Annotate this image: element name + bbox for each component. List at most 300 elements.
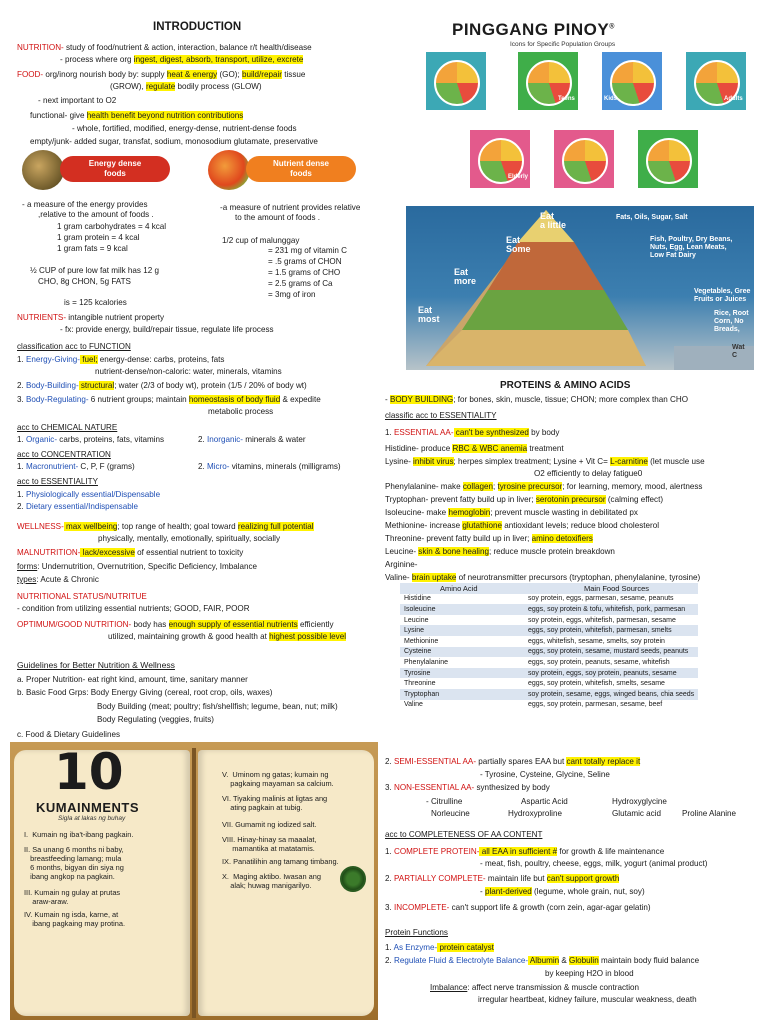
plate-card-5: [470, 130, 530, 188]
food-definition: [17, 70, 305, 80]
enzyme-label: As Enzyme-: [393, 943, 438, 952]
kumainment-6: VI. Tiyaking malinis at ligtas ang ating pagkain at tubig.: [222, 794, 328, 812]
energy-giving-text: energy-dense: carbs, proteins, fats: [97, 355, 225, 364]
table-row: [400, 689, 698, 700]
enzyme-number: 1.: [385, 943, 394, 952]
aa-text: ; herpes simplex treatment; Lysine + Vit C=: [453, 457, 611, 466]
pinggang-title: [452, 20, 615, 40]
inorganic-text: minerals & water: [243, 435, 306, 444]
malunggay-title: 1/2 cup of malunggay: [222, 236, 300, 245]
nutrient-food-photo: [208, 150, 250, 190]
pyramid-eat-some: Eat Some: [506, 235, 531, 254]
aa-phenylalanine: [385, 482, 702, 492]
amino-cell: Valine: [400, 700, 524, 711]
guideline-b3: Body Regulating (veggies, fruits): [97, 715, 214, 724]
ne-aspartic: Aspartic Acid: [521, 797, 568, 806]
aa-text: ; for learning, memory, mood, alertness: [562, 482, 703, 491]
sources-cell: eggs, whitefish, sesame, smelts, soy protein: [524, 636, 698, 647]
imbalance-line2: irregular heartbeat, kidney failure, muscular weakness, death: [478, 995, 697, 1004]
valine-text: Valine-: [385, 573, 412, 582]
aa-histidine: [385, 444, 564, 454]
food-glow-text: bodily process (GLOW): [175, 82, 262, 91]
seal-icon: [340, 866, 366, 892]
function-enzyme: [385, 943, 494, 953]
essentiality-heading: acc to ESSENTIALITY: [17, 477, 98, 486]
macro-number: 1.: [17, 462, 26, 471]
body-building-number: 2.: [17, 381, 26, 390]
table-row: [400, 604, 698, 615]
aa-text: ; reduce muscle protein breakdown: [488, 547, 615, 556]
complete-text: for growth & life maintenance: [557, 847, 665, 856]
plate-card-4: [686, 52, 746, 110]
semi-label: SEMI-ESSENTIAL AA-: [394, 757, 477, 766]
semi-essential-aa: [385, 757, 640, 767]
aa-text: treatment: [527, 444, 564, 453]
food-text-e: tissue: [282, 70, 306, 79]
kumainment-10: X. Maging aktibo. Iwasan ang alak; huwag manigarilyo.: [222, 872, 322, 890]
registered-mark: ®: [609, 23, 615, 31]
malnutrition-highlight: lack/excessive: [80, 548, 135, 557]
amino-cell: Histidine: [400, 594, 524, 605]
pyramid-eat-little: Eat a little: [540, 211, 567, 230]
aa-lysine-line2: O2 efficiently to delay fatigue0: [534, 469, 643, 478]
organic-text: carbs, proteins, fats, vitamins: [57, 435, 165, 444]
aa-valine: [385, 573, 700, 583]
nutrition-text: study of food/nutrient & action, interaction, balance r/t health/disease: [63, 43, 312, 52]
organic-number: 1.: [17, 435, 26, 444]
body-regulating-label: Body-Regulating-: [26, 395, 89, 404]
concentration-heading: acc to CONCENTRATION: [17, 450, 111, 459]
energy-milk-2: CHO, 8g CHON, 5g FATS: [38, 277, 131, 286]
nutrition-process: [60, 55, 303, 65]
wellness-label: WELLNESS-: [17, 522, 64, 531]
protein-functions-heading: Protein Functions: [385, 928, 448, 937]
sources-cell: eggs, soy protein, peanuts, sesame, whitefish: [524, 657, 698, 668]
food-highlight-build: build/repair: [241, 70, 282, 79]
aa-text: antioxidant levels; reduce blood cholesterol: [502, 521, 660, 530]
organic-label: Organic-: [26, 435, 58, 444]
table-row: [400, 636, 698, 647]
aa-text: ;: [493, 482, 498, 491]
sources-cell: eggs, soy protein & tofu, whitefish, pork, parmesan: [524, 604, 698, 615]
ne-glutamic: Glutamic acid: [612, 809, 662, 818]
guideline-b: b. Basic Food Grps: Body Energy Giving (cereal, root crop, oils, waxes): [17, 688, 273, 697]
energy-carbs: 1 gram carbohydrates = 4 kcal: [57, 222, 167, 231]
table-row: [400, 668, 698, 679]
inorganic-item: [198, 435, 306, 445]
plate-icon: [562, 138, 608, 184]
sources-cell: eggs, soy protein, sesame, mustard seeds, peanuts: [524, 647, 698, 658]
complete-highlight: all EAA in sufficient #: [479, 847, 558, 856]
empty-junk-foods: empty/junk- added sugar, transfat, sodium, monosodium glutamate, preservative: [30, 137, 318, 146]
body-building-label: Body-Building-: [26, 381, 79, 390]
amino-cell: Lysine: [400, 625, 524, 636]
aa-text: Methionine- increase: [385, 521, 463, 530]
kumainment-3: III. Kumain ng gulay at prutas araw-araw.: [24, 888, 121, 906]
kumainments-subtitle: Sigla at lakas ng buhay: [58, 815, 126, 822]
fluid-number: 2.: [385, 956, 394, 965]
partial-dash: -: [480, 887, 485, 896]
fluid-and: &: [559, 956, 570, 965]
macro-label: Macronutrient-: [26, 462, 79, 471]
ne-citrulline: - Citrulline: [426, 797, 463, 806]
table-header-amino: Amino Acid: [400, 583, 524, 594]
sources-cell: eggs, soy protein, whitefish, parmesan, smelts: [524, 625, 698, 636]
types-label: types: [17, 575, 37, 584]
pinggang-pinoy-infographic: [406, 18, 754, 370]
nutrient-banner-line1: Nutrient dense: [272, 159, 329, 168]
ne-hydroxyproline: Hydroxyproline: [508, 809, 562, 818]
complete-number: 1.: [385, 847, 394, 856]
partial-text: maintain life but: [485, 874, 547, 883]
chem-nature-heading: acc to CHEMICAL NATURE: [17, 423, 118, 432]
energy-milk-kcal: is = 125 kcalories: [64, 298, 127, 307]
proteins-body-building-text: ; for bones, skin, muscle, tissue; CHON; more complex than CHO: [453, 395, 689, 404]
aa-highlight: collagen: [462, 482, 493, 491]
energy-protein: 1 gram protein = 4 kcal: [57, 233, 140, 242]
plate-label-elderly: Elderly: [508, 174, 529, 180]
energy-milk-1: ½ CUP of pure low fat milk has 12 g: [30, 266, 159, 275]
pyramid-rice-label: Rice, Root Corn, No Breads,: [714, 310, 749, 333]
fluid-text: maintain body fluid balance: [598, 956, 700, 965]
wellness-definition: [17, 522, 314, 532]
macro-text: C, P, F (grams): [78, 462, 135, 471]
valine-text-b: of neurotransmitter precursors (tryptophan, phenylalanine, tyrosine): [456, 573, 701, 582]
plate-label-kids: Kids: [604, 96, 618, 102]
amino-cell: Tyrosine: [400, 668, 524, 679]
nutrition-process-highlight: ingest, digest, absorb, transport, utilize, excrete: [133, 55, 304, 64]
guideline-b2: Body Building (meat; poultry; fish/shellfish; legume, bean, nut; milk): [97, 702, 338, 711]
plate-card-1: [426, 52, 486, 110]
proteins-title: PROTEINS & AMINO ACIDS: [500, 380, 631, 391]
malunggay-cho: = 1.5 grams of CHO: [268, 268, 341, 277]
partial-highlight: can't support growth: [546, 874, 620, 883]
pinggang-title-text: PINGGANG PINOY: [452, 20, 610, 39]
aa-text: Threonine- prevent fatty build up in liver;: [385, 534, 532, 543]
guideline-a: a. Proper Nutrition- eat right kind, amount, time, sanitary manner: [17, 675, 248, 684]
nutritional-status-text: - condition from utilizing essential nutrients; GOOD, FAIR, POOR: [17, 604, 250, 613]
forms-text: : Undernutrition, Overnutrition, Specific Deficiency, Imbalance: [37, 562, 258, 571]
semi-highlight: cant totally replace it: [566, 757, 641, 766]
body-regulating-line2: metabolic process: [208, 407, 274, 416]
ne-hydroxyglycine: Hydroxyglycine: [612, 797, 667, 806]
nonessential-label: NON-ESSENTIAL AA-: [394, 783, 475, 792]
pyramid-fish-label: Fish, Poultry, Dry Beans, Nuts, Egg, Lean Meats, Low Fat Dairy: [650, 236, 733, 259]
optimum-nutrition: [17, 620, 334, 630]
essential-highlight: can't be synthesized: [453, 428, 529, 437]
nutrition-definition: [17, 43, 312, 53]
food-text-c: (GO);: [217, 70, 242, 79]
class-function-heading: classification acc to FUNCTION: [17, 342, 131, 351]
plate-icon: [434, 60, 480, 106]
energy-giving-item: [17, 355, 224, 365]
kumainment-9: IX. Panatilihin ang tamang timbang.: [222, 857, 339, 866]
nutrients-label: NUTRIENTS-: [17, 313, 67, 322]
wellness-highlight: max wellbeing: [63, 522, 118, 531]
aa-highlight: tyrosine precursor: [497, 482, 563, 491]
aa-text: (let muscle use: [647, 457, 705, 466]
table-row: [400, 700, 698, 711]
ess1-label: Physiologically essential/Dispensable: [26, 490, 161, 499]
aa-methionine: [385, 521, 659, 531]
energy-banner-line1: Energy dense: [88, 159, 142, 168]
food-label: FOOD-: [17, 70, 44, 79]
organic-item: [17, 435, 164, 445]
globulin-highlight: Globulin: [569, 956, 599, 965]
aa-highlight: glutathione: [462, 521, 502, 530]
amino-acid-table: [400, 583, 698, 710]
aa-tryptophan: [385, 495, 663, 505]
nutritional-status-label: NUTRITIONAL STATUS/NUTRITUE: [17, 592, 147, 601]
malnutrition-types: [17, 575, 99, 585]
pyramid-water-label: Wat C: [732, 344, 745, 359]
aa-threonine: [385, 534, 593, 544]
proteins-dash: -: [385, 395, 390, 404]
aa-highlight: RBC & WBC anemia: [452, 444, 528, 453]
completeness-heading: acc to COMPLETENESS OF AA CONTENT: [385, 830, 543, 839]
optimum-line2-text: utilized, maintaining growth & good health at: [108, 632, 270, 641]
kumainment-2: II. Sa unang 6 months ni baby, breastfeeding lamang; mula 6 months, bigyan din siya ng ibang angkop na pagkain.: [24, 845, 124, 881]
nutrient-desc-1: -a measure of nutrient provides relative: [220, 203, 361, 212]
essentiality-item-1: [17, 490, 160, 500]
inorganic-label: Inorganic-: [207, 435, 243, 444]
functional-foods: - whole, fortified, modified, energy-dense, nutrient-dense foods: [72, 124, 297, 133]
imbalance: [430, 983, 639, 993]
functional-definition: [30, 111, 243, 121]
fluid-line2: by keeping H2O in blood: [545, 969, 634, 978]
nutrition-process-text: - process where org: [60, 55, 134, 64]
optimum-line2: [108, 632, 346, 642]
energy-desc-1: - a measure of the energy provides: [22, 200, 148, 209]
food-text-a: org/inorg nourish body by: supply: [43, 70, 167, 79]
ne-proline: Proline Alanine: [682, 809, 736, 818]
types-text: : Acute & Chronic: [36, 575, 99, 584]
amino-cell: Phenylalanine: [400, 657, 524, 668]
kumainments-title: KUMAINMENTS: [36, 800, 139, 815]
plate-card-2: [518, 52, 578, 110]
energy-food-photo: [22, 150, 64, 190]
proteins-body-building-highlight: BODY BUILDING: [389, 395, 454, 404]
essentiality-item-2: [17, 502, 138, 512]
incomplete-label: INCOMPLETE-: [394, 903, 450, 912]
aa-text: Leucine-: [385, 547, 419, 556]
function-fluid-balance: [385, 956, 699, 966]
aa-highlight: skin & bone healing: [418, 547, 489, 556]
nutrients-text: intangible nutrient property: [66, 313, 165, 322]
body-regulating-number: 3.: [17, 395, 26, 404]
wellness-line2: physically, mentally, emotionally, spiritually, socially: [98, 534, 281, 543]
partially-complete: [385, 874, 619, 884]
incomplete-text: can't support life & growth (corn zein, agar-agar gelatin): [449, 903, 651, 912]
kumainment-8: VIII. Hinay-hinay sa maaalat, mamantika at matatamis.: [222, 835, 317, 853]
nutrients-fx: - fx: provide energy, build/repair tissue, regulate life process: [60, 325, 274, 334]
enzyme-highlight: protein catalyst: [437, 943, 494, 952]
valine-highlight: brain uptake: [411, 573, 457, 582]
aa-highlight: amino detoxifiers: [531, 534, 593, 543]
energy-fats: 1 gram fats = 9 kcal: [57, 244, 128, 253]
table-row: [400, 615, 698, 626]
food-pyramid-panel: [406, 206, 754, 370]
micro-number: 2.: [198, 462, 207, 471]
micronutrient-item: [198, 462, 341, 472]
malunggay-iron: = 3mg of iron: [268, 290, 316, 299]
kumainment-5: V. Uminom ng gatas; kumain ng pagkaing mayaman sa calcium.: [222, 770, 334, 788]
essential-aa: [385, 428, 559, 438]
plate-label-adults: Adults: [724, 96, 743, 102]
aa-text: Phenylalanine- make: [385, 482, 463, 491]
next-to-o2: - next important to O2: [38, 96, 117, 105]
wellness-text: ; top range of health; goal toward: [117, 522, 238, 531]
ne-norleucine: Norleucine: [431, 809, 470, 818]
pyramid-fats-label: Fats, Oils, Sugar, Salt: [616, 214, 688, 221]
aa-text: Lysine-: [385, 457, 414, 466]
body-regulating-text2: & expedite: [280, 395, 321, 404]
nutrient-dense-banner: [246, 156, 356, 182]
table-header-sources: Main Food Sources: [524, 583, 698, 594]
aa-highlight: hemoglobin: [448, 508, 491, 517]
functional-text: functional- give: [30, 111, 87, 120]
table-row: [400, 647, 698, 658]
plate-card-3: [602, 52, 662, 110]
malnutrition-text: of essential nutrient to toxicity: [134, 548, 244, 557]
aa-text: (calming effect): [605, 495, 664, 504]
pyramid-veg-label: Vegetables, Gree Fruits or Juices: [694, 288, 751, 303]
micro-text: vitamins, minerals (milligrams): [229, 462, 341, 471]
table-row: [400, 594, 698, 605]
imbalance-text: : affect nerve transmission & muscle contraction: [467, 983, 640, 992]
semi-text: partially spares EAA but: [476, 757, 567, 766]
energy-giving-number: 1.: [17, 355, 26, 364]
malunggay-ca: = 2.5 grams of Ca: [268, 279, 333, 288]
amino-cell: Leucine: [400, 615, 524, 626]
nutrient-desc-2: to the amount of foods .: [235, 213, 321, 222]
incomplete-protein: [385, 903, 651, 913]
sources-cell: eggs, soy protein, parmesan, sesame, beef: [524, 700, 698, 711]
malunggay-vitc: = 231 mg of vitamin C: [268, 246, 347, 255]
semi-number: 2.: [385, 757, 394, 766]
body-regulating-highlight: homeostasis of body fluid: [188, 395, 281, 404]
food-highlight-heat: heat & energy: [166, 70, 218, 79]
food-regulate-highlight: regulate: [145, 82, 176, 91]
table-row: [400, 678, 698, 689]
page-title: INTRODUCTION: [153, 21, 242, 33]
malnutrition-definition: [17, 548, 243, 558]
ess1-number: 1.: [17, 490, 26, 499]
energy-dense-banner: [60, 156, 170, 182]
plate-label-teens: Teens: [558, 96, 575, 102]
pyramid-eat-most: Eat most: [418, 305, 440, 324]
amino-cell: Threonine: [400, 678, 524, 689]
proteins-body-building: [385, 395, 688, 405]
aa-isoleucine: [385, 508, 638, 518]
complete-examples: - meat, fish, poultry, cheese, eggs, milk, yogurt (animal product): [480, 859, 708, 868]
table-row: [400, 625, 698, 636]
aa-highlight: serotonin precursor: [535, 495, 606, 504]
semi-examples: - Tyrosine, Cysteine, Glycine, Seline: [480, 770, 610, 779]
forms-label: forms: [17, 562, 38, 571]
aa-text: Isoleucine- make: [385, 508, 449, 517]
aa-text: ; prevent muscle wasting in debilitated px: [490, 508, 638, 517]
classific-heading: classific acc to ESSENTIALITY: [385, 411, 497, 420]
nonessential-number: 3.: [385, 783, 394, 792]
optimum-line2-highlight: highest possible level: [269, 632, 347, 641]
optimum-highlight: enough supply of essential nutrients: [168, 620, 298, 629]
aa-text: Tryptophan- prevent fatty build up in liver;: [385, 495, 536, 504]
kumainment-4: IV. Kumain ng isda, karne, at ibang pagkaing may protina.: [24, 910, 126, 928]
imbalance-label: Imbalance: [430, 983, 468, 992]
complete-protein: [385, 847, 664, 857]
aa-lysine: [385, 457, 705, 467]
partial-number: 2.: [385, 874, 394, 883]
fluid-label: Regulate Fluid & Electrolyte Balance-: [394, 956, 529, 965]
table-row: [400, 657, 698, 668]
essential-label: ESSENTIAL AA-: [394, 428, 454, 437]
nonessential-text: synthesized by body: [474, 783, 550, 792]
energy-banner-line2: foods: [104, 168, 126, 178]
sources-cell: soy protein, eggs, soy protein, peanuts, sesame: [524, 668, 698, 679]
sources-cell: eggs, soy protein, whitefish, smelts, sesame: [524, 678, 698, 689]
body-regulating-item: [17, 395, 321, 405]
body-regulating-text: 6 nutrient groups; maintain: [88, 395, 189, 404]
incomplete-number: 3.: [385, 903, 394, 912]
ess2-label: Dietary essential/Indispensable: [26, 502, 139, 511]
ess2-number: 2.: [17, 502, 26, 511]
guideline-c: c. Food & Dietary Guidelines: [17, 730, 121, 739]
kumainment-1: I. Kumain ng iba't-ibang pagkain.: [24, 830, 134, 839]
inorganic-number: 2.: [198, 435, 207, 444]
plate-icon: [646, 138, 692, 184]
partial-examples: [480, 887, 645, 897]
essential-number: 1.: [385, 428, 394, 437]
partial-examples-text: (legume, whole grain, nut, soy): [531, 887, 645, 896]
sources-cell: soy protein, sesame, eggs, winged beans, chia seeds: [524, 689, 698, 700]
body-building-item: [17, 381, 307, 391]
amino-cell: Isoleucine: [400, 604, 524, 615]
malnutrition-forms: [17, 562, 257, 572]
aa-text: Histidine- produce: [385, 444, 453, 453]
optimum-text-b: efficiently: [297, 620, 334, 629]
energy-giving-label: Energy-Giving-: [26, 355, 80, 364]
amino-cell: Cysteine: [400, 647, 524, 658]
optimum-text-a: body has: [131, 620, 169, 629]
aa-leucine: [385, 547, 615, 557]
kumainments-number: 10: [54, 743, 124, 801]
aa-arginine: Arginine-: [385, 560, 418, 569]
food-line-2: [110, 82, 262, 92]
aa-highlight: inhibit virus: [413, 457, 454, 466]
malnutrition-label: MALNUTRITION-: [17, 548, 81, 557]
body-building-text: ; water (2/3 of body wt), protein (1/5 / 20% of body wt): [114, 381, 307, 390]
energy-giving-line2: nutrient-dense/non-caloric: water, minerals, vitamins: [95, 367, 282, 376]
pyramid-eat-more: Eat more: [454, 267, 477, 286]
amino-cell: Methionine: [400, 636, 524, 647]
nutrients-definition: [17, 313, 164, 323]
non-essential-aa: [385, 783, 550, 793]
malunggay-chon: = .5 grams of CHON: [268, 257, 342, 266]
kumainments-poster: [10, 742, 378, 1020]
wellness-highlight-2: realizing full potential: [237, 522, 314, 531]
micro-label: Micro-: [207, 462, 230, 471]
essential-text: by body: [528, 428, 560, 437]
sources-cell: soy protein, eggs, whitefish, parmesan, sesame: [524, 615, 698, 626]
sources-cell: soy protein, eggs, parmesan, sesame, peanuts: [524, 594, 698, 605]
partial-plant-highlight: plant-derived: [484, 887, 532, 896]
plate-card-6: [554, 130, 614, 188]
optimum-label: OPTIMUM/GOOD NUTRITION-: [17, 620, 132, 629]
body-building-highlight: structural: [78, 381, 115, 390]
complete-label: COMPLETE PROTEIN-: [394, 847, 480, 856]
amino-cell: Tryptophan: [400, 689, 524, 700]
